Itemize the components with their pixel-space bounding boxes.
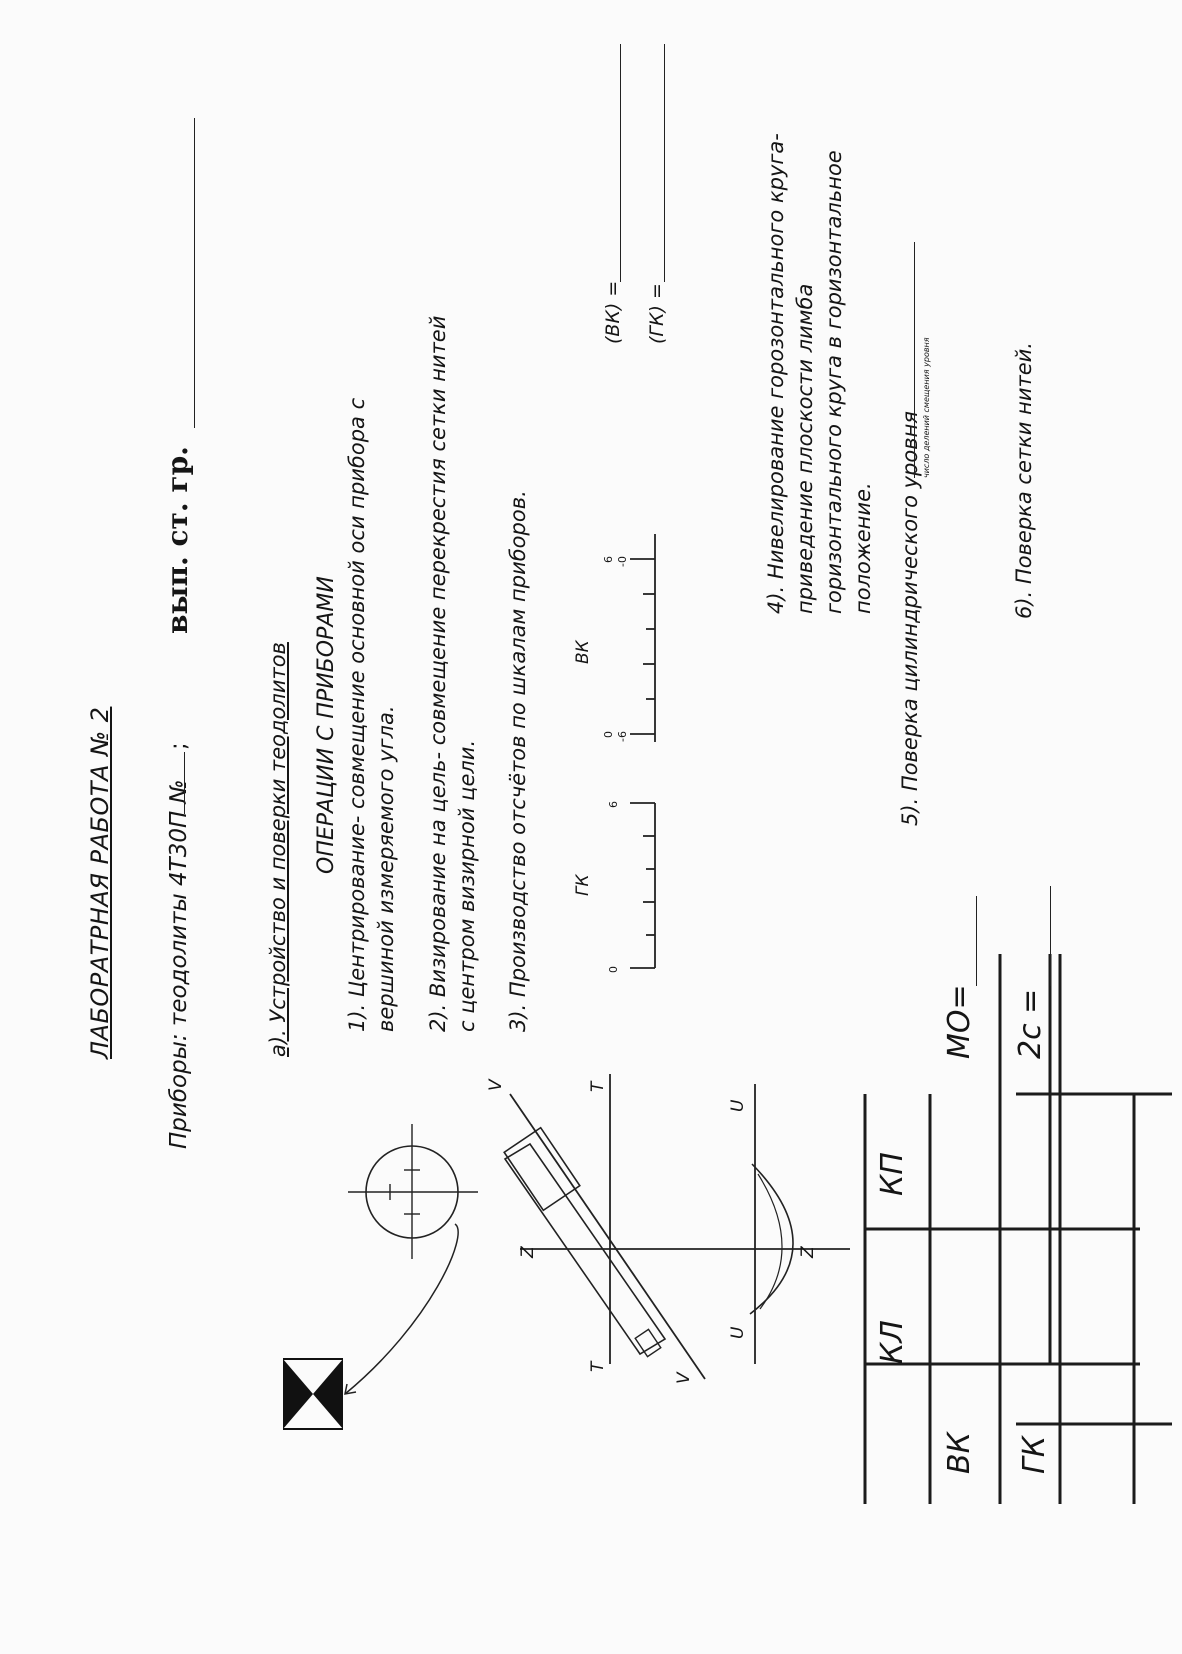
operations-title: ОПЕРАЦИИ С ПРИБОРАМИ	[314, 576, 339, 874]
item-reticle-check: 6). Поверка сетки нитей.	[1012, 342, 1036, 619]
gk-scale-max: 6	[607, 801, 620, 808]
vk-scale-right-top: 6	[602, 556, 615, 563]
devices-suffix: ;	[166, 742, 192, 750]
item-sighting: 2). Визирование на цель- совмещение перекрестия сетки нитей с центром визирной цели.	[426, 315, 479, 1032]
axis-z-top-label: Z	[518, 1246, 538, 1258]
collimation-label: 2с =	[1013, 988, 1048, 1059]
axis-v-bottom-label: V	[674, 1372, 694, 1384]
table-row-gk: ГК	[1017, 1435, 1052, 1474]
vk-scale-left-bottom: -6	[616, 731, 629, 742]
item-centering: 1). Центрирование- совмещение основной оси прибора с вершиной измеряемого угла.	[345, 397, 398, 1032]
axis-z-bottom-label: Z	[798, 1246, 818, 1258]
collimation-line	[1050, 886, 1051, 986]
level-check-note: число делений смещения уровня	[922, 337, 931, 478]
performed-label: вып. ст. гр.	[161, 446, 194, 634]
axis-t-right-label: T	[588, 1081, 608, 1092]
table-col-kp: КП	[875, 1152, 910, 1196]
axis-t-left-label: T	[588, 1361, 608, 1372]
section-a-title: а). Устройство и поверки теодолитов	[266, 642, 290, 1057]
item-readings: 3). Производство отсчётов по шкалам приборов.	[506, 490, 530, 1032]
axis-u-left-label: U	[728, 1326, 748, 1339]
mo-line	[976, 896, 977, 986]
axis-u-right-label: U	[728, 1099, 748, 1112]
vk-scale-left-top: 0	[602, 731, 615, 738]
page-title: ЛАБОРАТРНАЯ РАБОТА № 2	[86, 706, 114, 1059]
reading-gk-label: (ГК) =	[646, 283, 668, 344]
devices-label: Приборы: теодолиты 4Т30П №	[166, 779, 192, 1149]
gk-scale-min: 0	[607, 966, 620, 973]
axis-v-top-label: V	[486, 1079, 506, 1091]
reading-vk-label: (ВК) =	[602, 280, 624, 344]
table-row-vk: ВК	[942, 1432, 977, 1474]
vk-scale-label: ВК	[573, 640, 593, 664]
gk-scale-label: ГК	[573, 874, 593, 896]
mo-label: МО=	[942, 984, 977, 1059]
table-col-kl: КЛ	[875, 1320, 910, 1364]
item-leveling: 4). Нивелирование горозонтального круга- приведение плоскости лимба горизонтального круга в горизонтальное положение.	[764, 133, 875, 614]
item-level-check: 5). Поверка цилиндрического уровня	[898, 411, 922, 826]
vk-scale-right-bottom: -0	[616, 556, 629, 567]
